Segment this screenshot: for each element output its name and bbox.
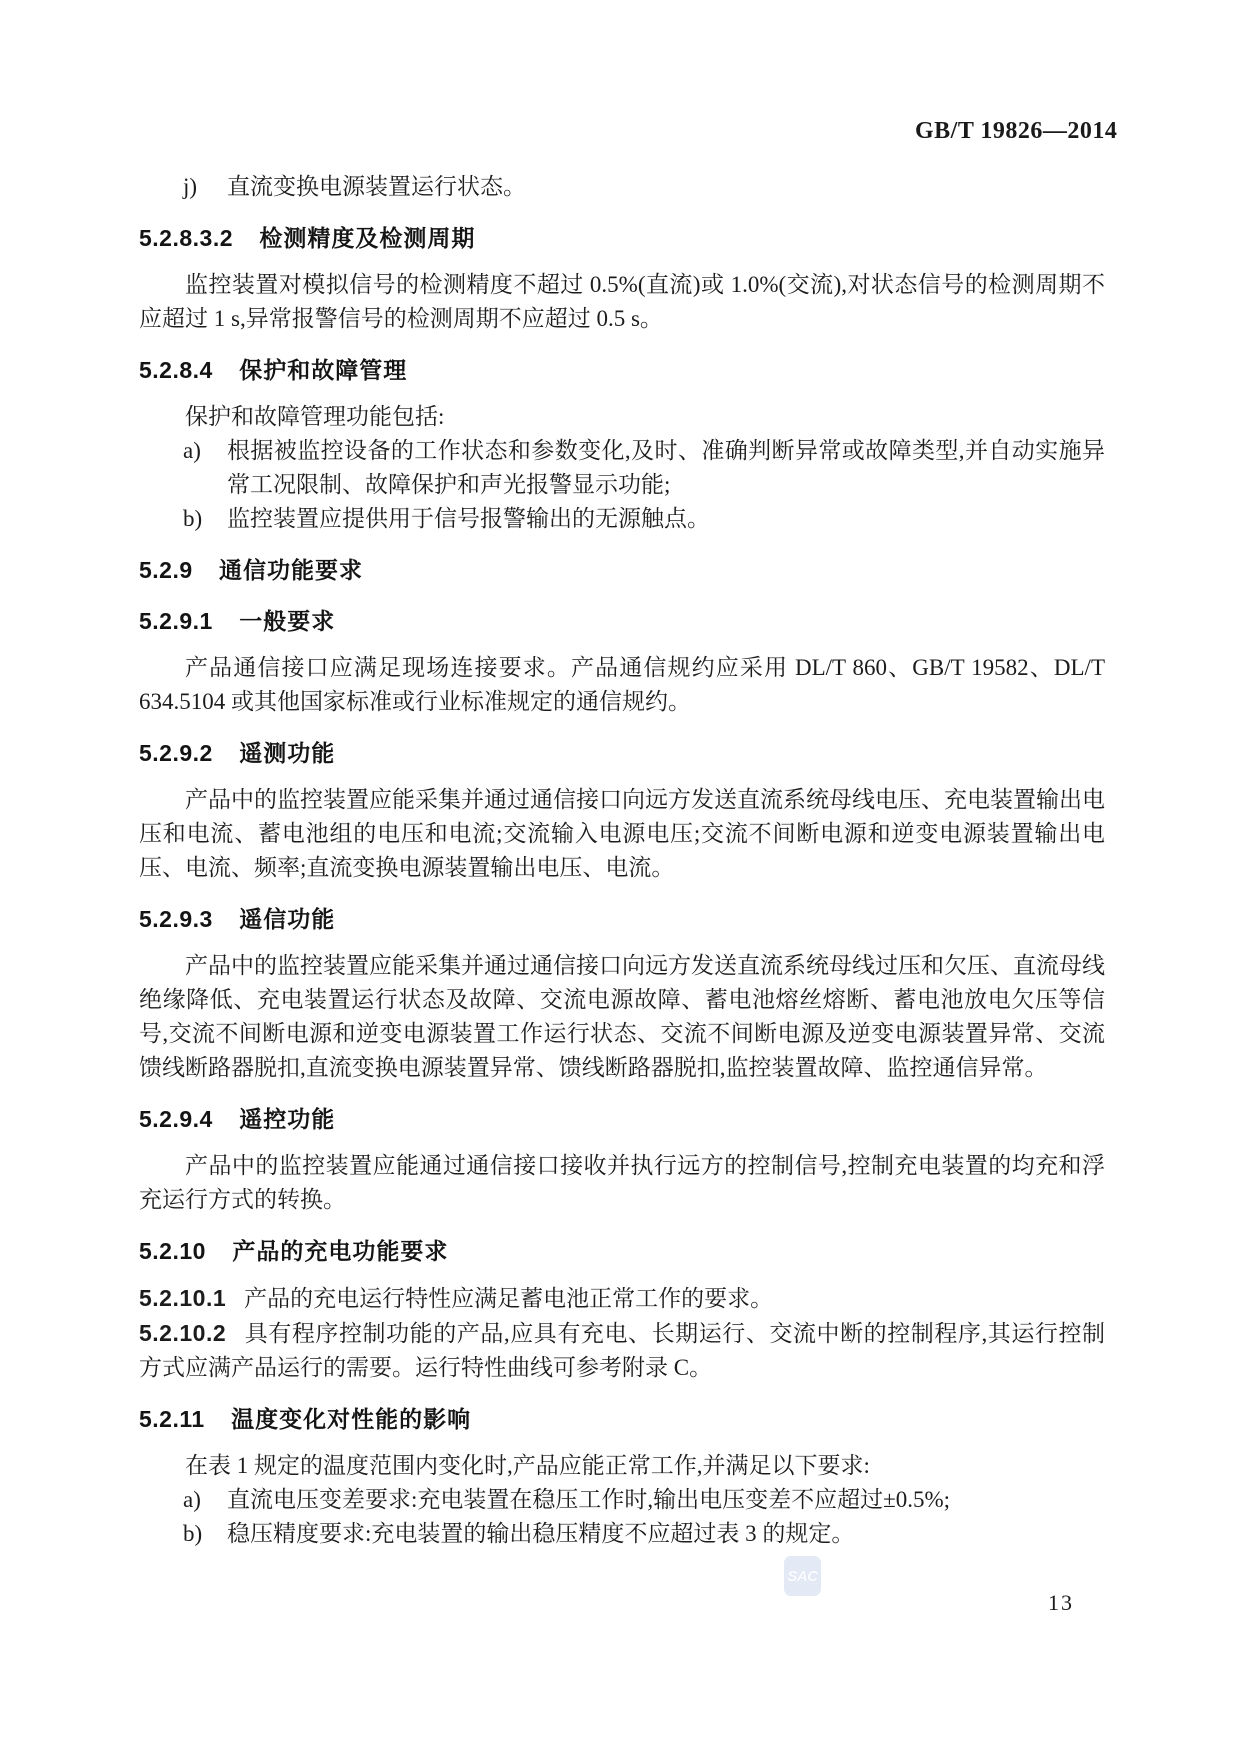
list-item-text: 直流变换电源装置运行状态。: [227, 174, 526, 199]
heading-number: 5.2.9.2: [139, 740, 213, 766]
list-item-a: [139, 1483, 1105, 1517]
list-item-text: 监控装置应提供用于信号报警输出的无源触点。: [227, 506, 710, 531]
list-item-label: j): [183, 174, 198, 199]
heading-5-2-8-4: [139, 353, 1105, 387]
sac-logo-text: SAC: [787, 1567, 818, 1585]
list-item-text: 稳压精度要求:充电装置的输出稳压精度不应超过表 3 的规定。: [227, 1521, 855, 1546]
heading-5-2-10: [139, 1234, 1105, 1268]
heading-title: 通信功能要求: [219, 557, 364, 583]
paragraph-5-2-9-1: 产品通信接口应满足现场连接要求。产品通信规约应采用 DL/T 860、GB/T 19582、DL/T 634.5104 或其他国家标准或行业标准规定的通信规约。: [139, 655, 1105, 714]
heading-number: 5.2.9.4: [139, 1106, 213, 1132]
heading-number: 5.2.9.3: [139, 906, 213, 932]
clause-text: 具有程序控制功能的产品,应具有充电、长期运行、交流中断的控制程序,其运行控制方式应满产品运行的需要。运行特性曲线可参考附录 C。: [139, 1321, 1105, 1380]
sac-watermark-logo: [784, 1556, 821, 1596]
heading-5-2-9-2: [139, 736, 1105, 770]
list-item-label: b): [183, 506, 203, 531]
heading-5-2-9-1: [139, 604, 1105, 638]
clause-5-2-10-1: [139, 1281, 1105, 1316]
heading-number: 5.2.9.1: [139, 608, 213, 634]
heading-number: 5.2.8.3.2: [139, 225, 234, 251]
heading-title: 温度变化对性能的影响: [231, 1406, 472, 1432]
heading-title: 保护和故障管理: [239, 357, 408, 383]
heading-title: 产品的充电功能要求: [232, 1238, 449, 1264]
standard-number-header: GB/T 19826—2014: [915, 118, 1118, 144]
heading-title: 遥控功能: [239, 1106, 336, 1132]
list-item-text: 根据被监控设备的工作状态和参数变化,及时、准确判断异常或故障类型,并自动实施异常工况限制、故障保护和声光报警显示功能;: [227, 438, 1105, 497]
heading-number: 5.2.8.4: [139, 357, 213, 383]
list-item-label: b): [183, 1521, 203, 1546]
paragraph-5-2-8-4-intro: 保护和故障管理功能包括:: [185, 404, 445, 429]
list-item-b: [139, 502, 1105, 536]
list-item-j: [139, 170, 1105, 204]
clause-5-2-10-2: [139, 1316, 1105, 1385]
list-item-label: a): [183, 1487, 201, 1512]
clause-text: 产品的充电运行特性应满足蓄电池正常工作的要求。: [244, 1286, 774, 1311]
paragraph-5-2-8-3-2: 监控装置对模拟信号的检测精度不超过 0.5%(直流)或 1.0%(交流),对状态信号的检测周期不应超过 1 s,异常报警信号的检测周期不应超过 0.5 s。: [139, 272, 1105, 331]
heading-title: 遥测功能: [239, 740, 336, 766]
list-item-text: 直流电压变差要求:充电装置在稳压工作时,输出电压变差不应超过±0.5%;: [227, 1487, 951, 1512]
heading-number: 5.2.9: [139, 557, 193, 583]
heading-title: 遥信功能: [239, 906, 336, 932]
list-item-b: [139, 1517, 1105, 1551]
heading-5-2-8-3-2: [139, 221, 1105, 255]
heading-5-2-9-3: [139, 902, 1105, 936]
clause-number: 5.2.10.1: [139, 1285, 227, 1311]
heading-5-2-11: [139, 1402, 1105, 1436]
heading-number: 5.2.11: [139, 1406, 205, 1432]
document-body: [139, 160, 1105, 1551]
heading-title: 一般要求: [239, 608, 336, 634]
paragraph-5-2-9-3: 产品中的监控装置应能采集并通过通信接口向远方发送直流系统母线过压和欠压、直流母线绝缘降低、充电装置运行状态及故障、交流电源故障、蓄电池熔丝熔断、蓄电池放电欠压等信号,交流不间断电源和逆变电源装置工作运行状态、交流不间断电源及逆变电源装置异常、交流馈线断路器脱扣,直流变换电源装置异常、馈线断路器脱扣,监控装置故障、监控通信异常。: [139, 953, 1105, 1080]
paragraph-5-2-9-4: 产品中的监控装置应能通过通信接口接收并执行远方的控制信号,控制充电装置的均充和浮充运行方式的转换。: [139, 1153, 1105, 1212]
paragraph-5-2-11-intro: 在表 1 规定的温度范围内变化时,产品应能正常工作,并满足以下要求:: [185, 1453, 870, 1478]
heading-number: 5.2.10: [139, 1238, 206, 1264]
clause-number: 5.2.10.2: [139, 1320, 227, 1346]
list-item-label: a): [183, 438, 201, 463]
heading-5-2-9: [139, 553, 1105, 587]
heading-title: 检测精度及检测周期: [259, 225, 476, 251]
list-item-a: [139, 434, 1105, 502]
page-number: 13: [1048, 1590, 1074, 1615]
paragraph-5-2-9-2: 产品中的监控装置应能采集并通过通信接口向远方发送直流系统母线电压、充电装置输出电压和电流、蓄电池组的电压和电流;交流输入电源电压;交流不间断电源和逆变电源装置输出电压、电流、频率;直流变换电源装置输出电压、电流。: [139, 787, 1105, 880]
heading-5-2-9-4: [139, 1102, 1105, 1136]
